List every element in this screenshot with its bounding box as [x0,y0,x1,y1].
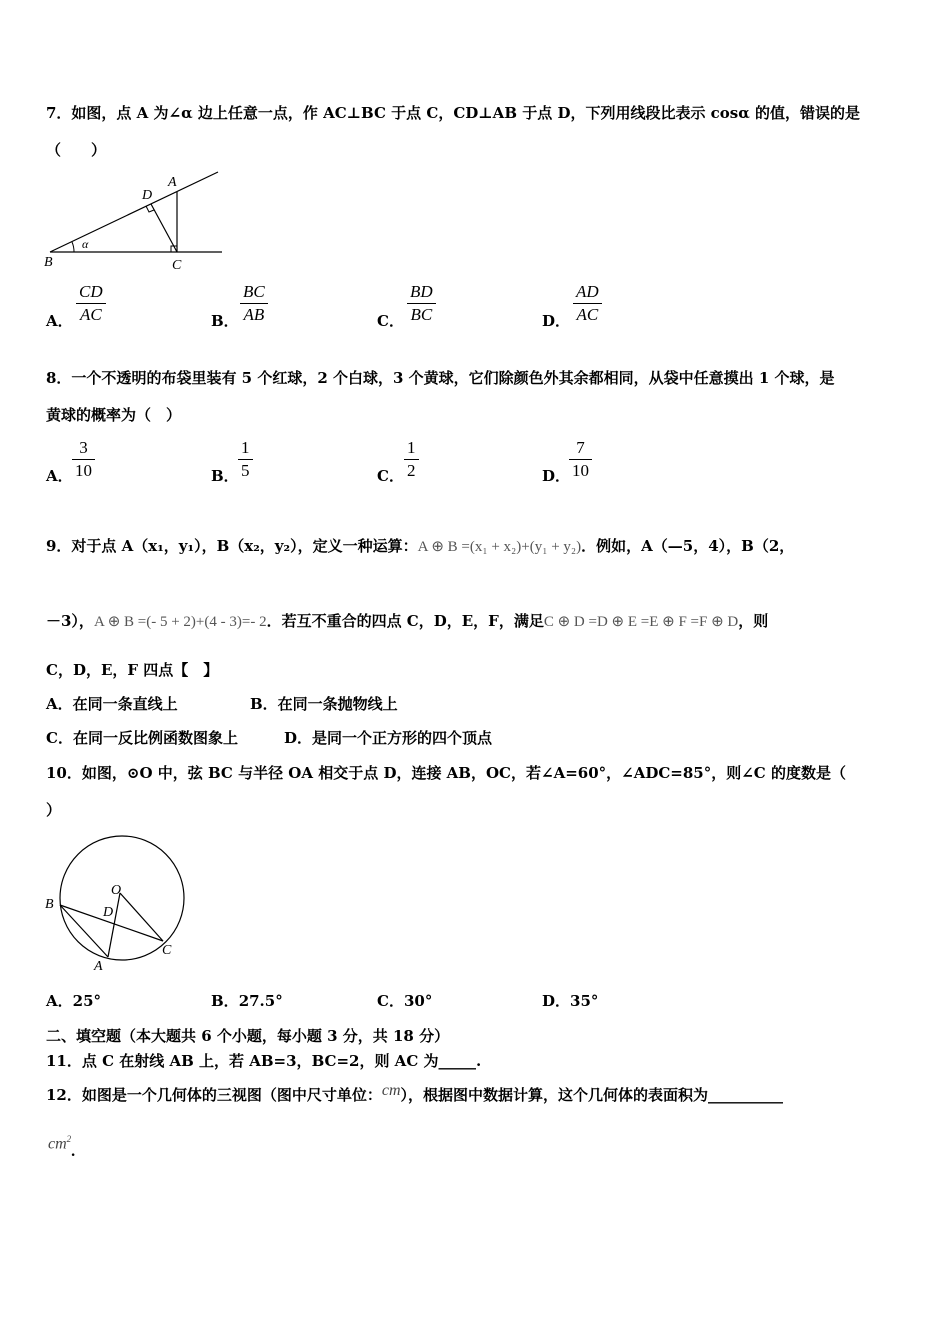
q10-label-o: O [111,883,122,898]
q8-option-c-letter: C． [377,467,404,485]
q7-label-alpha: α [82,237,89,251]
q9-formula-example: A ⊕ B =(- 5 + 2)+(4 - 3)=- 2 [93,614,267,630]
q7-option-c-letter: C． [377,312,404,330]
q10-option-d-letter: D． [542,992,571,1010]
q10-option-b-letter: B． [211,992,239,1010]
q7-option-c-num: BD [410,282,433,301]
q9-stem-line3: C，D，E，F 四点【 】 [46,661,219,679]
q8-option-d-num: 7 [576,438,585,457]
q9-stem-line2-a: －3）， [46,612,94,630]
q10-circle-o [60,836,184,960]
q7-stem-line1: 7．如图，点 A 为∠α 边上任意一点，作 AC⊥BC 于点 C，CD⊥AB 于点 D，下列用线段比表示 cosα 的值，错误的是 [46,104,861,122]
q10-option-d-text: 35° [570,992,599,1010]
q7-option-a-letter: A． [46,312,73,330]
q9-option-c: C．在同一反比例函数图象上 [46,729,238,747]
section2-title: 二、填空题（本大题共 6 个小题，每小题 3 分，共 18 分） [46,1027,450,1045]
q7-option-c-fraction [407,282,436,325]
q8-option-c-num: 1 [407,438,416,457]
q9-stem-line1 [46,535,794,556]
q12-period: . [71,1143,76,1161]
q9-stem-line1-a: 9．对于点 A（x₁，y₁），B（x₂，y₂），定义一种运算： [46,537,418,555]
q8-option-a-letter: A． [46,467,73,485]
q10-label-d: D [103,905,114,920]
q8-option-b-letter: B． [211,467,239,485]
q9-option-d: D．是同一个正方形的四个顶点 [284,729,493,747]
q7-option-a-den: AC [79,305,102,324]
q7-stem-line2: （ ） [46,141,107,159]
q10-stem-line2: ） [46,801,62,819]
q8-option-d-den: 10 [572,461,589,480]
q10-option-c [377,990,432,1011]
q9-stem-line2-b: ．若互不重合的四点 C，D，E，F，满足 [266,612,544,630]
q7-line-cd [151,204,177,252]
q12-stem-a: 12．如图是一个几何体的三视图（图中尺寸单位： [46,1086,382,1104]
q8-option-b-fraction [238,438,253,481]
q7-line-ba [50,172,218,252]
q8-stem-line1: 8．一个不透明的布袋里装有 5 个红球，2 个白球，3 个黄球，它们除颜色外其余都相同，从袋中任意摸出 1 个球，是 [46,369,835,387]
q8-option-d-letter: D． [542,467,571,485]
q12-unit2-sup: 2 [66,1134,72,1144]
q7-option-a-fraction [76,282,106,325]
q8-option-c-den: 2 [407,461,416,480]
q10-label-b: B [45,897,54,912]
q10-option-a-letter: A． [46,992,73,1010]
q9-option-b: B．在同一条抛物线上 [250,695,398,713]
q7-option-b-num: BC [243,282,265,301]
q8-option-c-fraction [404,438,419,481]
q7-label-a: A [168,175,177,190]
q10-option-b [211,990,283,1011]
q7-option-d-fraction [573,282,602,325]
q10-option-d [542,990,598,1011]
q7-option-d-letter: D． [542,312,571,330]
q8-option-b-num: 1 [241,438,250,457]
q8-stem-line2: 黄球的概率为（ ） [46,406,182,424]
q11-stem: 11．点 C 在射线 AB 上，若 AB=3，BC=2，则 AC 为_____. [46,1052,482,1070]
q8-option-a-fraction [72,438,95,481]
q12-stem [46,1084,783,1105]
q8-option-d-fraction [569,438,592,481]
q8-option-b-den: 5 [241,461,250,480]
q10-label-a: A [94,959,103,974]
q12-unit: cm [381,1082,401,1099]
q7-option-d-den: AC [576,305,599,324]
q7-option-b-letter: B． [211,312,239,330]
q7-angle-arc [72,242,74,252]
q12-unit-line [48,1134,76,1161]
q8-option-a-den: 10 [75,461,92,480]
q10-stem-line1: 10．如图，⊙O 中，弦 BC 与半径 OA 相交于点 D，连接 AB，OC，若∠A=60°，∠ADC=85°，则∠C 的度数是（ [46,764,846,782]
q7-option-d-num: AD [576,282,599,301]
q7-label-b: B [44,255,53,270]
q10-option-c-text: 30° [403,992,433,1010]
q9-option-a: A．在同一条直线上 [46,695,178,713]
q9-stem-line2-c: ，则 [738,612,769,630]
q7-option-b-den: AB [243,305,265,324]
q12-stem-b: ），根据图中数据计算，这个几何体的表面积为__________ [400,1086,784,1104]
q8-option-a-num: 3 [79,438,88,457]
q9-formula-condition: C ⊕ D =D ⊕ E =E ⊕ F =F ⊕ D [543,614,739,630]
q10-option-a-text: 25° [72,992,102,1010]
q10-option-b-text: 27.5° [238,992,283,1010]
q7-option-a-num: CD [79,282,103,301]
q10-option-a [46,990,101,1011]
q7-option-b-fraction [240,282,268,325]
q10-option-c-letter: C． [377,992,404,1010]
q7-figure [40,166,230,276]
q9-stem-line2 [46,610,768,631]
q7-option-c-den: BC [410,305,433,324]
q9-stem-line1-b: ．例如，A（—5，4），B（2， [581,537,795,555]
q12-unit2: cm [48,1135,67,1153]
q10-label-c: C [162,943,172,958]
q7-label-c: C [172,258,182,273]
q9-formula-definition: A ⊕ B =(x₁ + x₂)+(y₁ + y₂) [417,539,582,555]
q7-label-d: D [142,188,153,203]
q10-figure [40,826,200,976]
